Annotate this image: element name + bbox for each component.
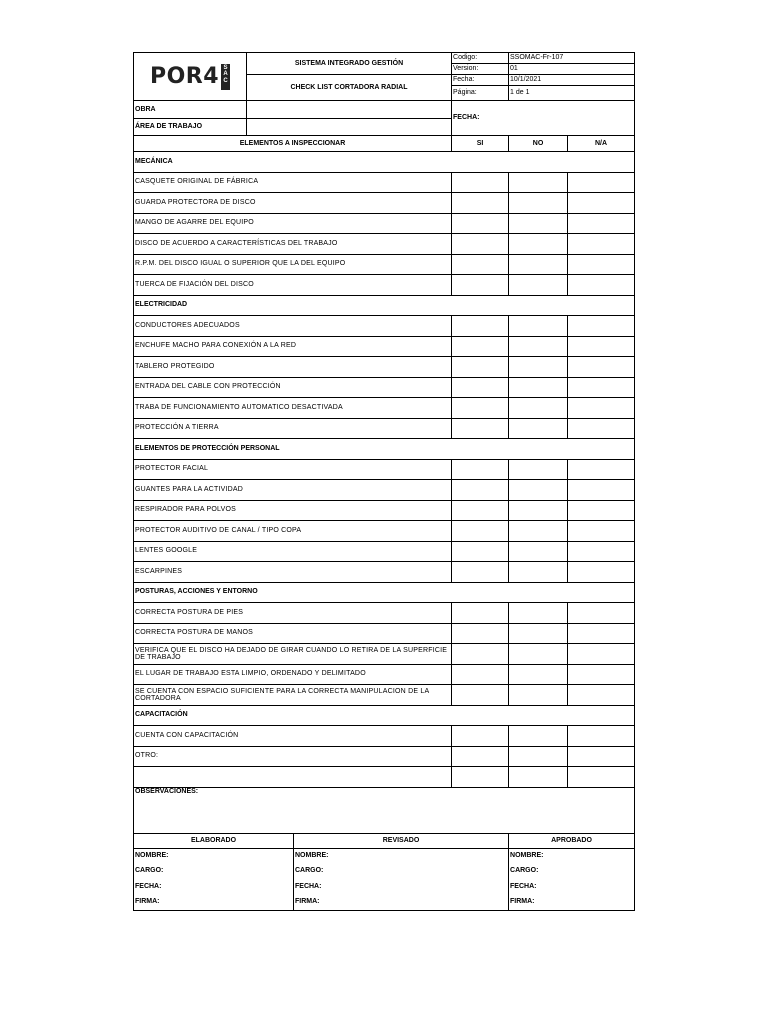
checklist-item-label: OTRO: (134, 746, 452, 767)
checklist-item-label: CORRECTA POSTURA DE MANOS (134, 623, 452, 644)
section-title: ELECTRICIDAD (134, 295, 635, 316)
check-na-cell[interactable] (568, 541, 635, 562)
meta-value-pagina: 1 de 1 (509, 86, 635, 101)
column-na: N/A (568, 136, 635, 152)
check-na-cell[interactable] (568, 664, 635, 685)
checklist-item-label: EL LUGAR DE TRABAJO ESTA LIMPIO, ORDENADO Y DELIMITADO (134, 664, 452, 685)
check-no-cell[interactable] (509, 418, 568, 439)
check-no-cell[interactable] (509, 541, 568, 562)
check-no-cell[interactable] (509, 726, 568, 747)
checklist-row (134, 726, 635, 747)
signature-column-0: ELABORADO (134, 833, 294, 848)
checklist-item-label: R.P.M. DEL DISCO IGUAL O SUPERIOR QUE LA DEL EQUIPO (134, 254, 452, 275)
check-si-cell[interactable] (452, 562, 509, 583)
check-si-cell[interactable] (452, 275, 509, 296)
check-na-cell[interactable] (568, 234, 635, 255)
check-no-cell[interactable] (509, 193, 568, 214)
checklist-row (134, 685, 635, 706)
check-no-cell[interactable] (509, 480, 568, 501)
checklist-row (134, 398, 635, 419)
check-na-cell[interactable] (568, 480, 635, 501)
check-na-cell[interactable] (568, 398, 635, 419)
check-si-cell[interactable] (452, 685, 509, 706)
logo-badge: S A C (221, 64, 230, 90)
checklist-row (134, 746, 635, 767)
checklist-row (134, 623, 635, 644)
form-table (133, 52, 635, 911)
check-no-cell[interactable] (509, 500, 568, 521)
meta-value-fecha: 10/1/2021 (509, 75, 635, 86)
meta-value-codigo: SSOMAC-Fr-107 (509, 53, 635, 64)
checklist-form (133, 52, 634, 911)
signature-row (134, 864, 635, 880)
signature-row (134, 848, 635, 864)
signature-field[interactable] (509, 879, 635, 895)
signature-field[interactable] (509, 864, 635, 880)
checklist-item-label: CONDUCTORES ADECUADOS (134, 316, 452, 337)
check-si-cell[interactable] (452, 172, 509, 193)
checklist-item-label: ESCARPINES (134, 562, 452, 583)
section-row (134, 705, 635, 726)
checklist-row (134, 521, 635, 542)
check-si-cell[interactable] (452, 521, 509, 542)
column-no: NO (509, 136, 568, 152)
checklist-row (134, 500, 635, 521)
signature-field-label: NOMBRE: (295, 852, 329, 859)
meta-label-pagina: Página: (452, 86, 509, 101)
checklist-item-label: TABLERO PROTEGIDO (134, 357, 452, 378)
check-na-cell[interactable] (568, 377, 635, 398)
check-no-cell[interactable] (509, 254, 568, 275)
document-title: CHECK LIST CORTADORA RADIAL (247, 75, 452, 101)
checklist-row (134, 377, 635, 398)
check-si-cell[interactable] (452, 500, 509, 521)
checklist-item-label: LENTES GOOGLE (134, 541, 452, 562)
checklist-item-label: VERIFICA QUE EL DISCO HA DEJADO DE GIRAR CUANDO LO RETIRA DE LA SUPERFICIE DE TRABAJO (134, 644, 452, 665)
signature-header-row (134, 833, 635, 848)
meta-label-codigo: Codigo: (452, 53, 509, 64)
check-na-cell[interactable] (568, 603, 635, 624)
checklist-item-label: CORRECTA POSTURA DE PIES (134, 603, 452, 624)
checklist-row (134, 275, 635, 296)
check-no-cell[interactable] (509, 213, 568, 234)
signature-field[interactable] (294, 895, 509, 911)
section-row (134, 295, 635, 316)
area-field[interactable] (247, 119, 452, 136)
fecha-field[interactable] (452, 101, 635, 136)
check-na-cell[interactable] (568, 562, 635, 583)
checklist-item-label: PROTECTOR AUDITIVO DE CANAL / TIPO COPA (134, 521, 452, 542)
check-no-cell[interactable] (509, 685, 568, 706)
check-si-cell[interactable] (452, 193, 509, 214)
check-na-cell[interactable] (568, 459, 635, 480)
checklist-item-label: ENTRADA DEL CABLE CON PROTECCIÓN (134, 377, 452, 398)
signature-field[interactable] (509, 848, 635, 864)
signature-field-label: CARGO: (295, 867, 324, 875)
checklist-row (134, 357, 635, 378)
signature-field[interactable] (134, 895, 294, 911)
check-no-cell[interactable] (509, 398, 568, 419)
checklist-row (134, 480, 635, 501)
section-title: POSTURAS, ACCIONES Y ENTORNO (134, 582, 635, 603)
signature-row (134, 879, 635, 895)
meta-value-version: 01 (509, 64, 635, 75)
checklist-item-label: GUANTES PARA LA ACTIVIDAD (134, 480, 452, 501)
check-si-cell[interactable] (452, 234, 509, 255)
check-si-cell[interactable] (452, 254, 509, 275)
check-si-cell[interactable] (452, 316, 509, 337)
signature-field[interactable] (134, 848, 294, 864)
check-no-cell[interactable] (509, 377, 568, 398)
check-na-cell[interactable] (568, 418, 635, 439)
signature-field-label: FIRMA: (510, 898, 535, 905)
check-na-cell[interactable] (568, 685, 635, 706)
check-na-cell[interactable] (568, 726, 635, 747)
signature-field-label: FIRMA: (295, 898, 320, 905)
check-si-cell[interactable] (452, 213, 509, 234)
section-row (134, 152, 635, 173)
system-title: SISTEMA INTEGRADO GESTIÓN (247, 53, 452, 75)
check-no-cell[interactable] (509, 172, 568, 193)
check-no-cell[interactable] (509, 316, 568, 337)
fecha-label: FECHA: (453, 114, 480, 121)
observations-row (134, 787, 635, 833)
check-na-cell[interactable] (568, 746, 635, 767)
check-si-cell[interactable] (452, 746, 509, 767)
check-no-cell[interactable] (509, 603, 568, 624)
check-si-cell[interactable] (452, 664, 509, 685)
check-no-cell[interactable] (509, 275, 568, 296)
signature-field-label: NOMBRE: (510, 852, 544, 859)
check-si-cell[interactable] (452, 398, 509, 419)
signature-field[interactable] (134, 879, 294, 895)
check-si-cell[interactable] (452, 357, 509, 378)
check-na-cell[interactable] (568, 500, 635, 521)
check-na-cell[interactable] (568, 644, 635, 665)
checklist-item-label: TRABA DE FUNCIONAMIENTO AUTOMATICO DESACTIVADA (134, 398, 452, 419)
checklist-item-label: PROTECCIÓN A TIERRA (134, 418, 452, 439)
checklist-row (134, 459, 635, 480)
signature-field-label: FECHA: (295, 882, 322, 890)
signature-field-label: FECHA: (510, 882, 537, 890)
checklist-row (134, 418, 635, 439)
check-si-cell[interactable] (452, 336, 509, 357)
signature-field[interactable] (294, 879, 509, 895)
check-no-cell[interactable] (509, 336, 568, 357)
signature-column-1: REVISADO (294, 833, 509, 848)
checklist-item-label: ENCHUFE MACHO PARA CONEXIÓN A LA RED (134, 336, 452, 357)
checklist-item-label: CUENTA CON CAPACITACIÓN (134, 726, 452, 747)
column-elements: ELEMENTOS A INSPECCIONAR (134, 136, 452, 152)
check-na-cell[interactable] (568, 316, 635, 337)
checklist-item-label: MANGO DE AGARRE DEL EQUIPO (134, 213, 452, 234)
check-na-cell[interactable] (568, 767, 635, 788)
checklist-row (134, 234, 635, 255)
signature-row (134, 895, 635, 911)
checklist-row (134, 664, 635, 685)
check-si-cell[interactable] (452, 644, 509, 665)
checklist-row (134, 316, 635, 337)
observations-label: OBSERVACIONES: (135, 787, 199, 795)
check-si-cell[interactable] (452, 459, 509, 480)
section-row (134, 582, 635, 603)
section-title: CAPACITACIÓN (134, 705, 635, 726)
signature-field[interactable] (294, 848, 509, 864)
obra-field[interactable] (247, 101, 452, 119)
checklist-row (134, 644, 635, 665)
check-na-cell[interactable] (568, 193, 635, 214)
check-na-cell[interactable] (568, 336, 635, 357)
observations-field[interactable] (134, 787, 635, 833)
area-label: ÁREA DE TRABAJO (134, 119, 247, 136)
checklist-row (134, 603, 635, 624)
checklist-item-label: PROTECTOR FACIAL (134, 459, 452, 480)
check-si-cell[interactable] (452, 623, 509, 644)
meta-label-fecha: Fecha: (452, 75, 509, 86)
check-na-cell[interactable] (568, 623, 635, 644)
signature-field[interactable] (294, 864, 509, 880)
checklist-row (134, 193, 635, 214)
check-no-cell[interactable] (509, 562, 568, 583)
signature-field-label: CARGO: (510, 867, 539, 875)
checklist-row (134, 562, 635, 583)
signature-field-label: NOMBRE: (135, 852, 169, 859)
check-na-cell[interactable] (568, 521, 635, 542)
checklist-row (134, 541, 635, 562)
check-no-cell[interactable] (509, 459, 568, 480)
signature-field-label: FECHA: (135, 882, 162, 890)
checklist-row (134, 254, 635, 275)
checklist-item-label (134, 767, 452, 788)
section-title: MECÁNICA (134, 152, 635, 173)
check-na-cell[interactable] (568, 213, 635, 234)
check-si-cell[interactable] (452, 377, 509, 398)
check-si-cell[interactable] (452, 480, 509, 501)
check-na-cell[interactable] (568, 275, 635, 296)
check-no-cell[interactable] (509, 234, 568, 255)
check-si-cell[interactable] (452, 541, 509, 562)
check-na-cell[interactable] (568, 357, 635, 378)
checklist-row (134, 213, 635, 234)
checklist-row (134, 172, 635, 193)
signature-field-label: FIRMA: (135, 898, 160, 905)
check-no-cell[interactable] (509, 767, 568, 788)
check-no-cell[interactable] (509, 521, 568, 542)
logo-text: POR4 (149, 63, 220, 89)
check-si-cell[interactable] (452, 603, 509, 624)
check-na-cell[interactable] (568, 254, 635, 275)
signature-column-2: APROBADO (509, 833, 635, 848)
section-row (134, 439, 635, 460)
check-no-cell[interactable] (509, 644, 568, 665)
section-title: ELEMENTOS DE PROTECCIÓN PERSONAL (134, 439, 635, 460)
check-na-cell[interactable] (568, 172, 635, 193)
signature-field[interactable] (134, 864, 294, 880)
check-no-cell[interactable] (509, 623, 568, 644)
checklist-row (134, 336, 635, 357)
checklist-item-label: CASQUETE ORIGINAL DE FÁBRICA (134, 172, 452, 193)
company-logo (134, 53, 247, 101)
checklist-item-label: SE CUENTA CON ESPACIO SUFICIENTE PARA LA CORRECTA MANIPULACION DE LA CORTADORA (134, 685, 452, 706)
meta-label-version: Version: (452, 64, 509, 75)
check-si-cell[interactable] (452, 767, 509, 788)
checklist-item-label: DISCO DE ACUERDO A CARACTERÍSTICAS DEL TRABAJO (134, 234, 452, 255)
check-no-cell[interactable] (509, 746, 568, 767)
check-si-cell[interactable] (452, 418, 509, 439)
checklist-item-label: GUARDA PROTECTORA DE DISCO (134, 193, 452, 214)
checklist-item-label: TUERCA DE FIJACIÓN DEL DISCO (134, 275, 452, 296)
check-si-cell[interactable] (452, 726, 509, 747)
signature-field[interactable] (509, 895, 635, 911)
obra-label: OBRA (134, 101, 247, 119)
checklist-row (134, 767, 635, 788)
signature-field-label: CARGO: (135, 867, 164, 875)
check-no-cell[interactable] (509, 357, 568, 378)
column-si: SI (452, 136, 509, 152)
checklist-item-label: RESPIRADOR PARA POLVOS (134, 500, 452, 521)
check-no-cell[interactable] (509, 664, 568, 685)
